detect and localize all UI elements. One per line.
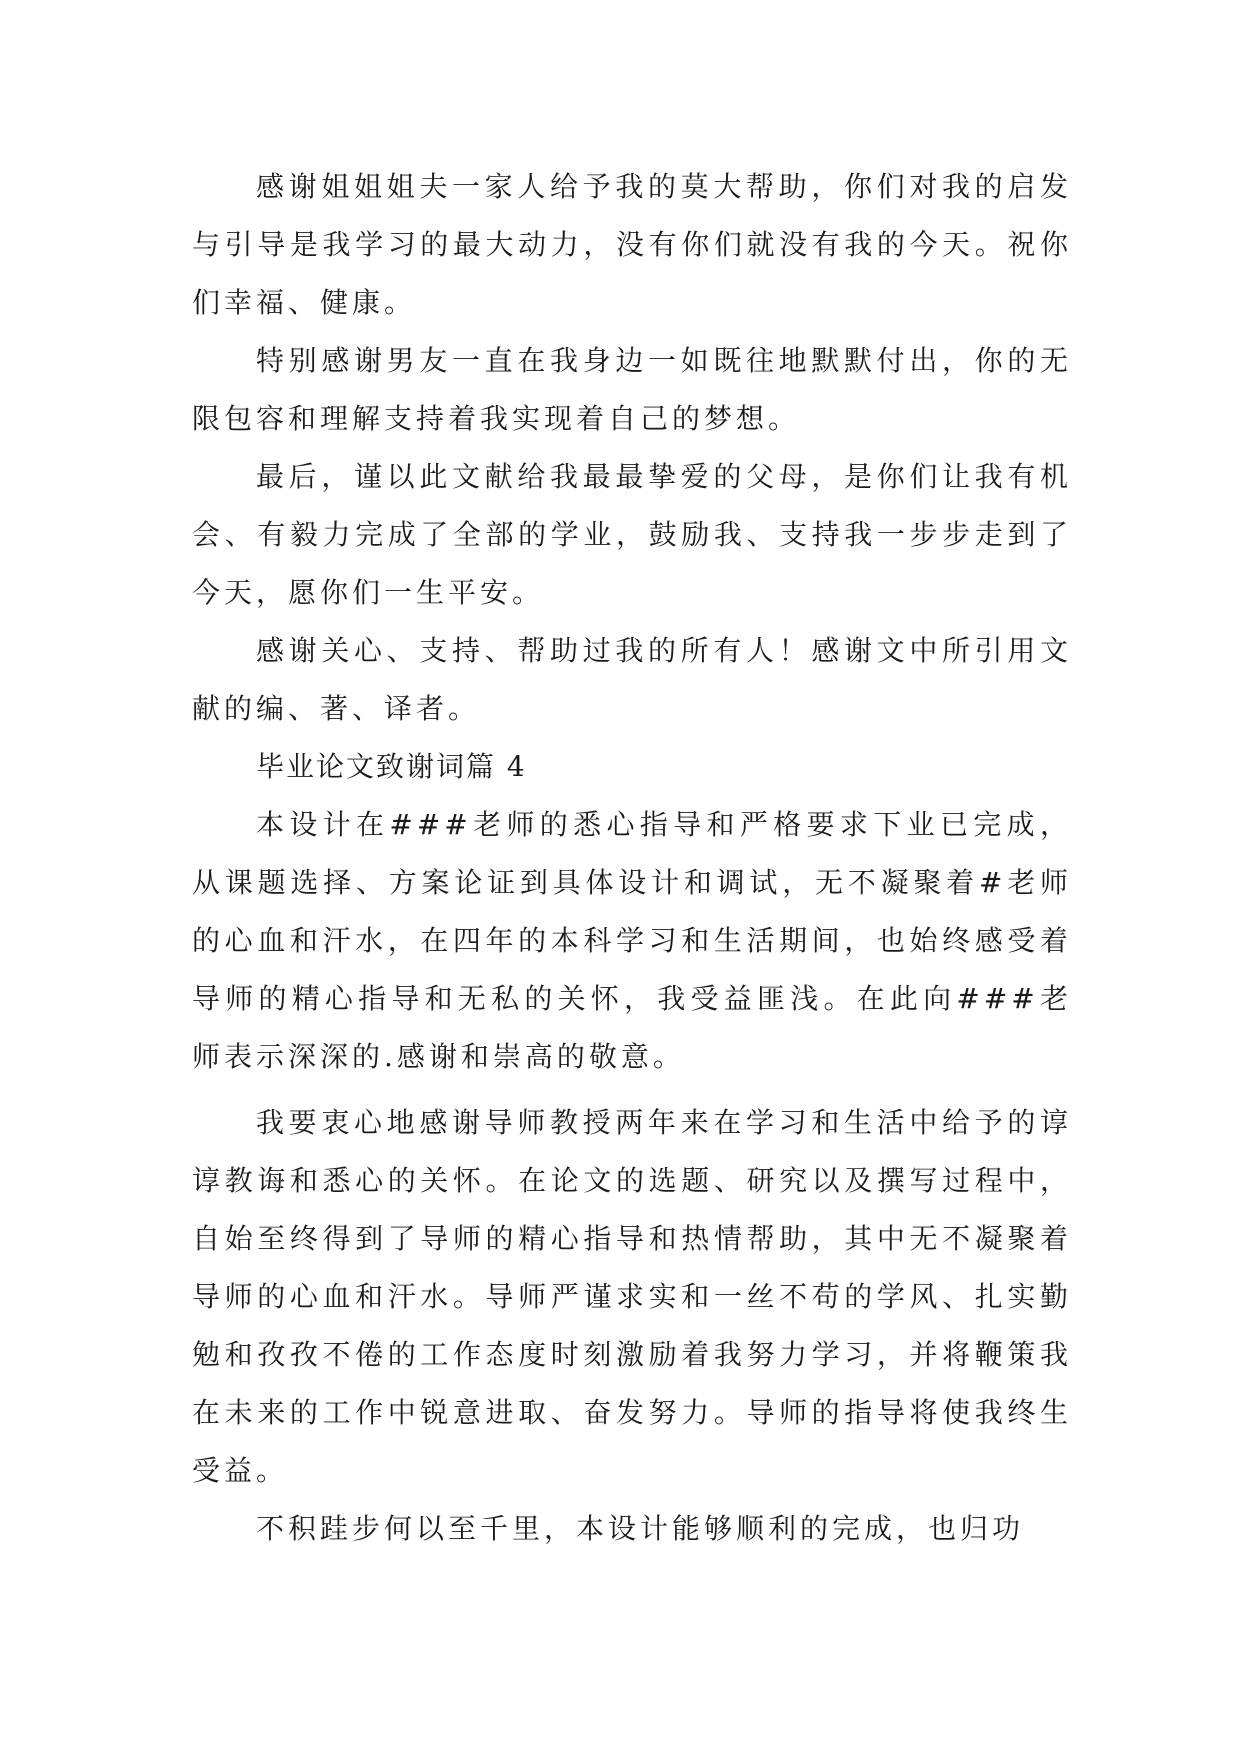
section-heading: 毕业论文致谢词篇 4 <box>256 750 527 783</box>
paragraph-thanks-parents: 最后，谨以此文献给我最最挚爱的父母，是你们让我有机会、有毅力完成了全部的学业，鼓励我、支持我一步步走到了今天，愿你们一生平安。 <box>192 460 1072 609</box>
paragraph-thanks-advisor: 我要衷心地感谢导师教授两年来在学习和生活中给予的谆谆教诲和悉心的关怀。在论文的选题、研究以及撰写过程中，自始至终得到了导师的精心指导和热情帮助，其中无不凝聚着导师的心血和汗水。导师严谨求实和一丝不苟的学风、扎实勤勉和孜孜不倦的工作态度时刻激励着我努力学习，并将鞭策我在未来的工作中锐意进取、奋发努力。导师的指导将使我终生受益。 <box>192 1106 1072 1487</box>
paragraph-thanks-sister: 感谢姐姐姐夫一家人给予我的莫大帮助，你们对我的启发与引导是我学习的最大动力，没有你们就没有我的今天。祝你们幸福、健康。 <box>192 170 1072 319</box>
paragraph-thanks-boyfriend: 特别感谢男友一直在我身边一如既往地默默付出，你的无限包容和理解支持着我实现着自己的梦想。 <box>192 344 1072 435</box>
paragraph-closing: 不积跬步何以至千里，本设计能够顺利的完成，也归功 <box>256 1512 1025 1545</box>
paragraph-thanks-all: 感谢关心、支持、帮助过我的所有人！感谢文中所引用文献的编、著、译者。 <box>192 634 1072 725</box>
document-body <box>192 158 1072 1558</box>
paragraph-thanks-teacher: 本设计在###老师的悉心指导和严格要求下业已完成，从课题选择、方案论证到具体设计和调试，无不凝聚着#老师的心血和汗水，在四年的本科学习和生活期间，也始终感受着导师的精心指导和无私的关怀，我受益匪浅。在此向###老师表示深深的.感谢和崇高的敬意。 <box>192 808 1072 1073</box>
